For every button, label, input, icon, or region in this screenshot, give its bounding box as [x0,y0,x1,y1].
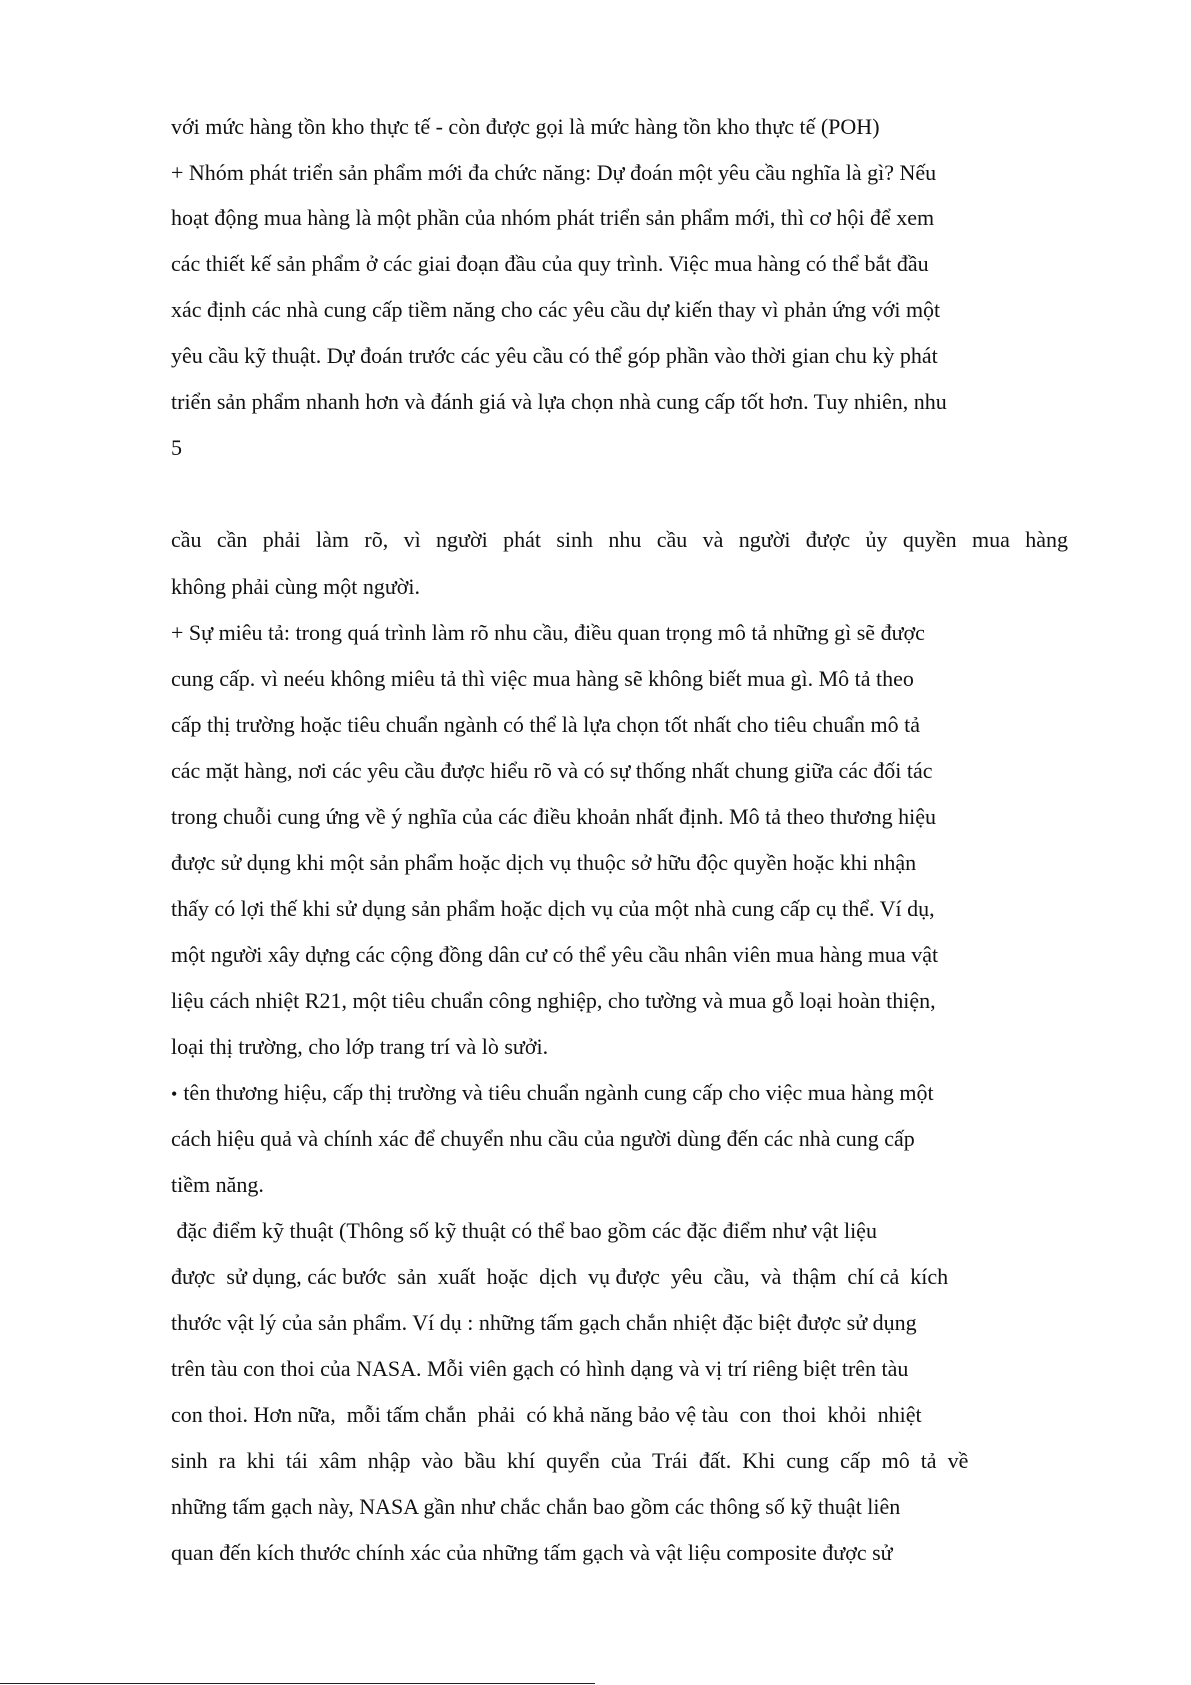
text-line: tiềm năng. [171,1172,264,1197]
text-line: các mặt hàng, nơi các yêu cầu được hiểu rõ và có sự thống nhất chung giữa các đối tác [171,758,933,783]
text-line: một người xây dựng các cộng đồng dân cư có thể yêu cầu nhân viên mua hàng mua vật [171,942,939,967]
text-line: cung cấp. vì neéu không miêu tả thì việc mua hàng sẽ không biết mua gì. Mô tả theo [171,666,914,691]
page-number: 5 [171,435,182,460]
text-line: thước vật lý của sản phẩm. Ví dụ : những tấm gạch chắn nhiệt đặc biệt được sử dụng [171,1310,917,1335]
text-line: những tấm gạch này, NASA gần như chắc chắn bao gồm các thông số kỹ thuật liên [171,1494,901,1519]
text-line: được sử dụng khi một sản phẩm hoặc dịch vụ thuộc sở hữu độc quyền hoặc khi nhận [171,850,917,875]
text-line: loại thị trường, cho lớp trang trí và lò sưởi. [171,1034,549,1059]
text-line: với mức hàng tồn kho thực tế - còn được gọi là mức hàng tồn kho thực tế (POH) [171,114,880,139]
text-line: được sử dụng, các bước sản xuất hoặc dịch vụ được yêu cầu, và thậm chí cả kích [171,1264,949,1289]
text-line: cầu cần phải làm rõ, vì người phát sinh nhu cầu và người được ủy quyền mua hàng [171,527,1068,552]
text-line: + Sự miêu tả: trong quá trình làm rõ nhu cầu, điều quan trọng mô tả những gì sẽ được [171,620,925,645]
text-line: + Nhóm phát triển sản phẩm mới đa chức năng: Dự đoán một yêu cầu nghĩa là gì? Nếu [171,160,937,185]
footnote-divider [0,1683,595,1684]
text-line: sinh ra khi tái xâm nhập vào bầu khí quyển của Trái đất. Khi cung cấp mô tả về [171,1448,969,1473]
text-line: cách hiệu quả và chính xác để chuyển nhu cầu của người dùng đến các nhà cung cấp [171,1126,915,1151]
text-line: các thiết kế sản phẩm ở các giai đoạn đầu của quy trình. Việc mua hàng có thể bắt đầu [171,251,929,276]
bullet-item [171,1078,934,1109]
bullet-icon: • [171,1084,178,1104]
text-line: con thoi. Hơn nữa, mỗi tấm chắn phải có khả năng bảo vệ tàu con thoi khỏi nhiệt [171,1402,922,1427]
text-line: liệu cách nhiệt R21, một tiêu chuẩn công nghiệp, cho tường và mua gỗ loại hoàn thiện, [171,988,936,1013]
bullet-text: tên thương hiệu, cấp thị trường và tiêu chuẩn ngành cung cấp cho việc mua hàng một [183,1080,934,1105]
text-line: triển sản phẩm nhanh hơn và đánh giá và lựa chọn nhà cung cấp tốt hơn. Tuy nhiên, nhu [171,389,947,414]
text-line: trong chuỗi cung ứng về ý nghĩa của các điều khoản nhất định. Mô tả theo thương hiệu [171,804,936,829]
text-line: cấp thị trường hoặc tiêu chuẩn ngành có thể là lựa chọn tốt nhất cho tiêu chuẩn mô tả [171,712,921,737]
text-line: quan đến kích thước chính xác của những tấm gạch và vật liệu composite được sử [171,1540,893,1565]
text-line: đặc điểm kỹ thuật (Thông số kỹ thuật có thể bao gồm các đặc điểm như vật liệu [171,1218,877,1243]
text-line: hoạt động mua hàng là một phần của nhóm phát triển sản phẩm mới, thì cơ hội để xem [171,205,935,230]
text-line: không phải cùng một người. [171,574,421,599]
text-line: yêu cầu kỹ thuật. Dự đoán trước các yêu cầu có thể góp phần vào thời gian chu kỳ phát [171,343,938,368]
text-line: thấy có lợi thế khi sử dụng sản phẩm hoặc dịch vụ của một nhà cung cấp cụ thể. Ví dụ, [171,896,935,921]
text-line: xác định các nhà cung cấp tiềm năng cho các yêu cầu dự kiến thay vì phản ứng với một [171,297,941,322]
text-line: trên tàu con thoi của NASA. Mỗi viên gạch có hình dạng và vị trí riêng biệt trên tàu [171,1356,909,1381]
